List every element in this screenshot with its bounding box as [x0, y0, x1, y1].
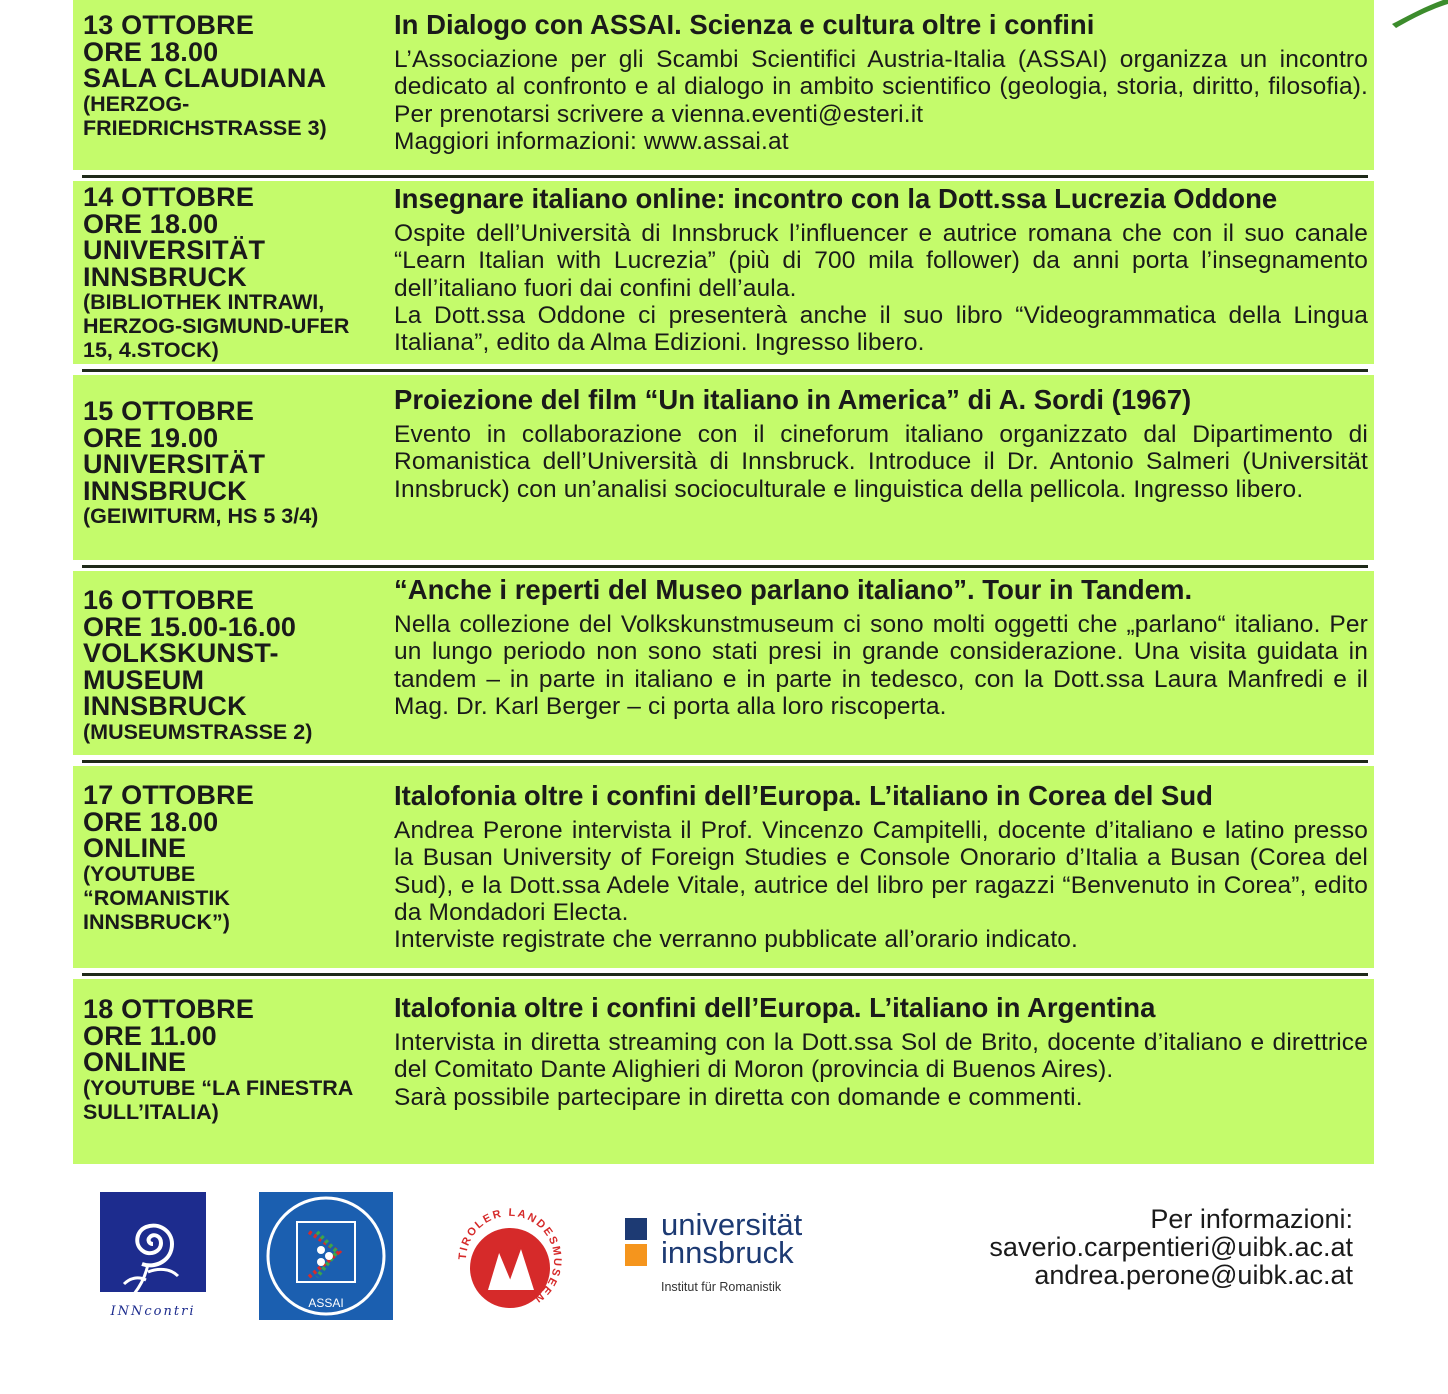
event-card — [73, 375, 1374, 560]
event-title: Italofonia oltre i confini dell’Europa. L’italiano in Argentina — [394, 992, 1156, 1023]
event-venue-detail: (GEIWITURM, HS 5 3/4) — [83, 504, 319, 528]
event-time: ORE 18.00 — [83, 806, 219, 837]
event-venue: MUSEUM — [83, 664, 205, 695]
tiroler-text: TIROLER LANDESMUSEEN — [456, 1206, 564, 1306]
event-venue-detail: (BIBLIOTHEK INTRAWI, HERZOG-SIGMUND-UFER 15, 4.STOCK) — [83, 290, 350, 362]
contact-info — [989, 1205, 1353, 1289]
event-meta — [83, 398, 373, 528]
event-time: ORE 18.00 — [83, 208, 219, 239]
event-title: Insegnare italiano online: incontro con la Dott.ssa Lucrezia Oddone — [394, 183, 1278, 214]
uni-institute: Institut für Romanistik — [661, 1280, 782, 1294]
event-venue: UNIVERSITÄT — [83, 449, 266, 479]
event-date: 13 OTTOBRE — [83, 10, 255, 40]
event-date: 15 OTTOBRE — [83, 396, 255, 426]
event-time: ORE 15.00-16.00 — [83, 611, 297, 642]
event-title: Italofonia oltre i confini dell’Europa. L’italiano in Corea del Sud — [394, 780, 1213, 811]
event-venue: SALA CLAUDIANA — [83, 63, 327, 93]
event-date: 18 OTTOBRE — [83, 994, 255, 1024]
event-description: Ospite dell’Università di Innsbruck l’influencer e autrice romana che con il suo canale “Learn Italian with Lucrezia” (più di 700 mila follower) da anni porta l’insegnamento dell’italiano fuori dai confini dell’aula. La Dott.ssa Oddone ci presenterà anche il suo libro “Videogrammatica della Lingua Italiana”, edito da Alma Edizioni. Ingresso libero. — [394, 220, 1368, 357]
universitaet-innsbruck-logo — [625, 1207, 845, 1304]
contact-email[interactable]: andrea.perone@uibk.ac.at — [1034, 1260, 1353, 1290]
divider — [82, 760, 1368, 763]
event-venue-detail: (HERZOG-FRIEDRICHSTRASSE 3) — [83, 91, 327, 140]
event-meta — [83, 782, 373, 934]
event-card — [73, 571, 1374, 755]
tiroler-landesmuseen-logo — [448, 1198, 572, 1322]
event-description: Evento in collaborazione con il cineforum italiano organizzato dal Dipartimento di Romanistica dell’Università di Innsbruck. Introduce il Dr. Antonio Salmeri (Universität Innsbruck) con un’analisi socioculturale e linguistica della pellicola. Ingresso libero. — [394, 421, 1368, 503]
uni-name-2: innsbruck — [661, 1235, 794, 1270]
event-description: Andrea Perone intervista il Prof. Vincenzo Campitelli, docente d’italiano e latino presso la Busan University of Foreign Studies e Console Onorario d’Italia a Busan (Corea del Sud), e la Dott.ssa Adele Vitale, autrice del libro per ragazzi “Benvenuto in Corea”, edito da Mondadori Electa. Interviste registrate che verranno pubblicate all’orario indicato. — [394, 817, 1368, 954]
event-meta — [83, 12, 373, 140]
event-time: ORE 11.00 — [83, 1020, 217, 1051]
event-card — [73, 979, 1374, 1164]
event-venue: INNSBRUCK — [83, 261, 247, 292]
event-venue-detail: (YOUTUBE “ROMANISTIK INNSBRUCK”) — [83, 861, 230, 934]
event-date: 17 OTTOBRE — [83, 780, 255, 810]
event-description: Nella collezione del Volkskunstmuseum ci sono molti oggetti che „parlano“ italiano. Per un lungo periodo non sono stati presi in grande considerazione. Una visita guidata in tandem – in parte in italiano e in parte in tedesco, con la Dott.ssa Laura Manfredi e il Mag. Dr. Karl Berger – ci porta alla loro riscoperta. — [394, 611, 1368, 720]
contact-email[interactable]: saverio.carpentieri@uibk.ac.at — [989, 1232, 1353, 1262]
contact-heading: Per informazioni: — [1150, 1204, 1353, 1234]
event-title: In Dialogo con ASSAI. Scienza e cultura oltre i confini — [394, 9, 1095, 40]
event-card — [73, 0, 1374, 170]
event-venue: INNSBRUCK — [83, 691, 247, 721]
event-venue: UNIVERSITÄT — [83, 235, 266, 265]
event-venue: ONLINE — [83, 833, 187, 863]
event-time: ORE 18.00 — [83, 36, 219, 67]
event-title: “Anche i reperti del Museo parlano italiano”. Tour in Tandem. — [394, 574, 1193, 605]
event-date: 16 OTTOBRE — [83, 585, 255, 615]
event-date: 14 OTTOBRE — [83, 182, 255, 212]
event-meta — [83, 587, 373, 744]
event-venue: VOLKSKUNST- — [83, 638, 279, 668]
event-meta — [83, 184, 373, 362]
event-card — [73, 181, 1374, 364]
uni-name-1: universität — [661, 1207, 803, 1242]
event-venue: ONLINE — [83, 1047, 187, 1077]
event-meta — [83, 996, 373, 1124]
divider — [82, 565, 1368, 568]
event-card — [73, 766, 1374, 968]
event-venue-detail: (YOUTUBE “LA FINESTRA SULL’ITALIA) — [83, 1075, 353, 1124]
event-description: Intervista in diretta streaming con la Dott.ssa Sol de Brito, docente d’italiano e direttrice del Comitato Dante Alighieri di Moron (provincia di Buenos Aires). Sarà possibile partecipare in diretta con domande e commenti. — [394, 1029, 1368, 1111]
divider — [82, 973, 1368, 976]
event-time: ORE 19.00 — [83, 422, 219, 453]
inncontri-logo — [100, 1192, 206, 1320]
event-description: L’Associazione per gli Scambi Scientifici Austria-Italia (ASSAI) organizza un incontro dedicato al confronto e al dialogo in ambito scientifico (geologia, storia, diritto, filosofia). Per prenotarsi scrivere a vienna.eventi@esteri.it Maggiori informazioni: www.assai.at — [394, 46, 1368, 155]
divider — [82, 175, 1368, 178]
event-venue-detail: (MUSEUMSTRASSE 2) — [83, 719, 313, 744]
event-venue: INNSBRUCK — [83, 475, 247, 506]
event-title: Proiezione del film “Un italiano in America” di A. Sordi (1967) — [394, 384, 1192, 415]
leaf-decoration — [1392, 0, 1448, 28]
assai-text: ASSAI — [308, 1296, 344, 1310]
divider — [82, 369, 1368, 372]
inncontri-text: INNcontri — [110, 1304, 196, 1319]
assai-logo — [259, 1192, 393, 1320]
